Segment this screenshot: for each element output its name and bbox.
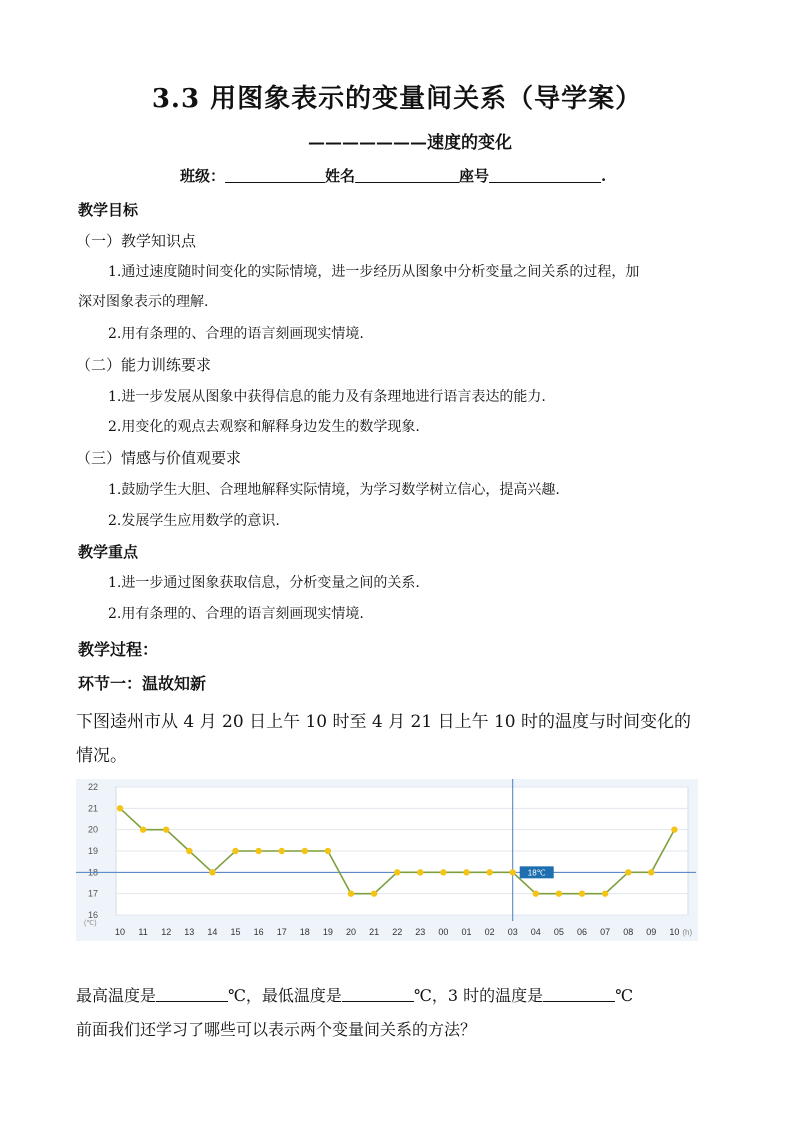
y-unit-label: (℃) (84, 920, 97, 927)
knowledge-title: （一）教学知识点 (76, 232, 197, 250)
temperature-chart-svg (76, 779, 698, 941)
tooltip-label: 18℃ (527, 868, 546, 878)
q1-part-d: ℃ (615, 986, 633, 1005)
temperature-chart (76, 779, 698, 941)
focus-item-1: 1.进一步通过图象获取信息，分析变量之间的关系. (108, 575, 420, 591)
x-tick-label: 13 (184, 927, 195, 937)
x-tick-label: 23 (415, 927, 426, 937)
focus-heading: 教学重点 (78, 543, 139, 561)
y-tick-label: 20 (88, 824, 99, 835)
data-point (348, 890, 354, 896)
temp-3h-blank (543, 987, 615, 1002)
name-blank (355, 166, 459, 183)
data-point (209, 869, 215, 875)
data-point (232, 848, 238, 854)
y-tick-label: 16 (88, 910, 99, 920)
data-point (486, 869, 492, 875)
x-unit-label: (h) (682, 928, 693, 937)
x-tick-label: 19 (322, 927, 333, 937)
emotion-item-2: 2.发展学生应用数学的意识. (108, 513, 280, 529)
seat-blank (489, 166, 601, 183)
x-tick-label: 08 (623, 927, 634, 937)
min-temp-blank (342, 987, 414, 1002)
emotion-title: （三）情感与价值观要求 (76, 449, 242, 467)
data-point (556, 890, 562, 896)
x-tick-label: 22 (392, 927, 403, 937)
x-tick-label: 06 (576, 927, 588, 937)
x-tick-label: 12 (161, 927, 172, 937)
x-tick-label: 20 (345, 927, 357, 937)
x-tick-label: 16 (253, 927, 264, 937)
y-tick-label: 18 (88, 867, 99, 878)
x-tick-label: 21 (369, 927, 380, 937)
y-tick-label: 17 (88, 888, 99, 899)
chart-intro-line-2: 情况。 (76, 746, 127, 766)
y-tick-label: 22 (88, 782, 99, 792)
seat-label: 座号 (459, 167, 490, 185)
x-tick-label: 15 (230, 927, 241, 937)
x-tick-label: 10 (669, 927, 680, 937)
ability-title: （二）能力训练要求 (76, 356, 212, 374)
data-point (440, 869, 446, 875)
x-tick-label: 11 (138, 927, 148, 937)
x-tick-label: 02 (484, 927, 495, 937)
focus-item-2: 2.用有条理的、合理的语言刻画现实情境. (108, 606, 364, 622)
x-tick-label: 07 (600, 927, 611, 937)
x-tick-label: 09 (646, 927, 657, 937)
data-point (371, 890, 377, 896)
emotion-item-1: 1.鼓励学生大胆、合理地解释实际情境，为学习数学树立信心，提高兴趣. (108, 482, 560, 498)
data-point (140, 826, 146, 832)
question-2: 前面我们还学习了哪些可以表示两个变量间关系的方法？ (76, 1020, 477, 1039)
data-point (163, 826, 169, 832)
data-point (279, 848, 285, 854)
knowledge-item-2: 2.用有条理的、合理的语言刻画现实情境. (108, 326, 364, 342)
page-title: 3.3 用图象表示的变量间关系（导学案） (151, 84, 643, 114)
ability-item-1: 1.进一步发展从图象中获得信息的能力及有条理地进行语言表达的能力. (108, 389, 546, 405)
data-point (186, 848, 192, 854)
q1-part-b: ℃，最低温度是 (228, 986, 342, 1005)
class-blank (225, 166, 325, 183)
objectives-heading: 教学目标 (78, 201, 139, 219)
data-point (117, 805, 123, 811)
x-tick-label: 05 (553, 927, 564, 937)
q1-part-a: 最高温度是 (76, 986, 157, 1005)
data-point (255, 848, 261, 854)
x-tick-label: 14 (207, 927, 218, 937)
knowledge-item-1: 1.通过速度随时间变化的实际情境，进一步经历从图象中分析变量之间关系的过程，加 (108, 264, 640, 280)
data-point (671, 826, 677, 832)
x-tick-label: 18 (299, 927, 310, 937)
data-point (648, 869, 654, 875)
x-tick-label: 10 (114, 927, 126, 937)
data-point (325, 848, 331, 854)
data-point (602, 890, 608, 896)
data-point (510, 869, 516, 875)
question-1 (76, 983, 633, 1006)
chart-intro-line-1: 下图逵州市从 4 月 20 日上午 10 时至 4 月 21 日上午 10 时的温度与时间变化的 (76, 712, 692, 732)
data-point (625, 869, 631, 875)
knowledge-item-1-cont: 深对图象表示的理解. (78, 294, 209, 310)
student-info-line (180, 165, 606, 186)
x-tick-label: 17 (276, 927, 287, 937)
class-label: 班级： (180, 167, 226, 185)
data-point (394, 869, 400, 875)
process-heading: 教学过程： (78, 640, 159, 659)
data-point (533, 890, 539, 896)
data-point (302, 848, 308, 854)
max-temp-blank (156, 987, 228, 1002)
data-point (463, 869, 469, 875)
x-tick-label: 00 (438, 927, 449, 937)
data-point (579, 890, 585, 896)
end-dot: . (601, 167, 607, 185)
x-tick-label: 04 (530, 927, 541, 937)
y-tick-label: 21 (88, 803, 99, 814)
ability-item-2: 2.用变化的观点去观察和解释身边发生的数学现象. (108, 419, 420, 435)
x-tick-label: 01 (461, 927, 472, 937)
x-tick-label: 03 (507, 927, 518, 937)
name-label: 姓名 (325, 167, 356, 185)
data-point (417, 869, 423, 875)
step1-heading: 环节一：温故知新 (78, 674, 207, 693)
y-tick-label: 19 (88, 846, 99, 856)
q1-part-c: ℃，3 时的温度是 (413, 986, 544, 1005)
page-subtitle: ———————速度的变化 (308, 133, 512, 153)
